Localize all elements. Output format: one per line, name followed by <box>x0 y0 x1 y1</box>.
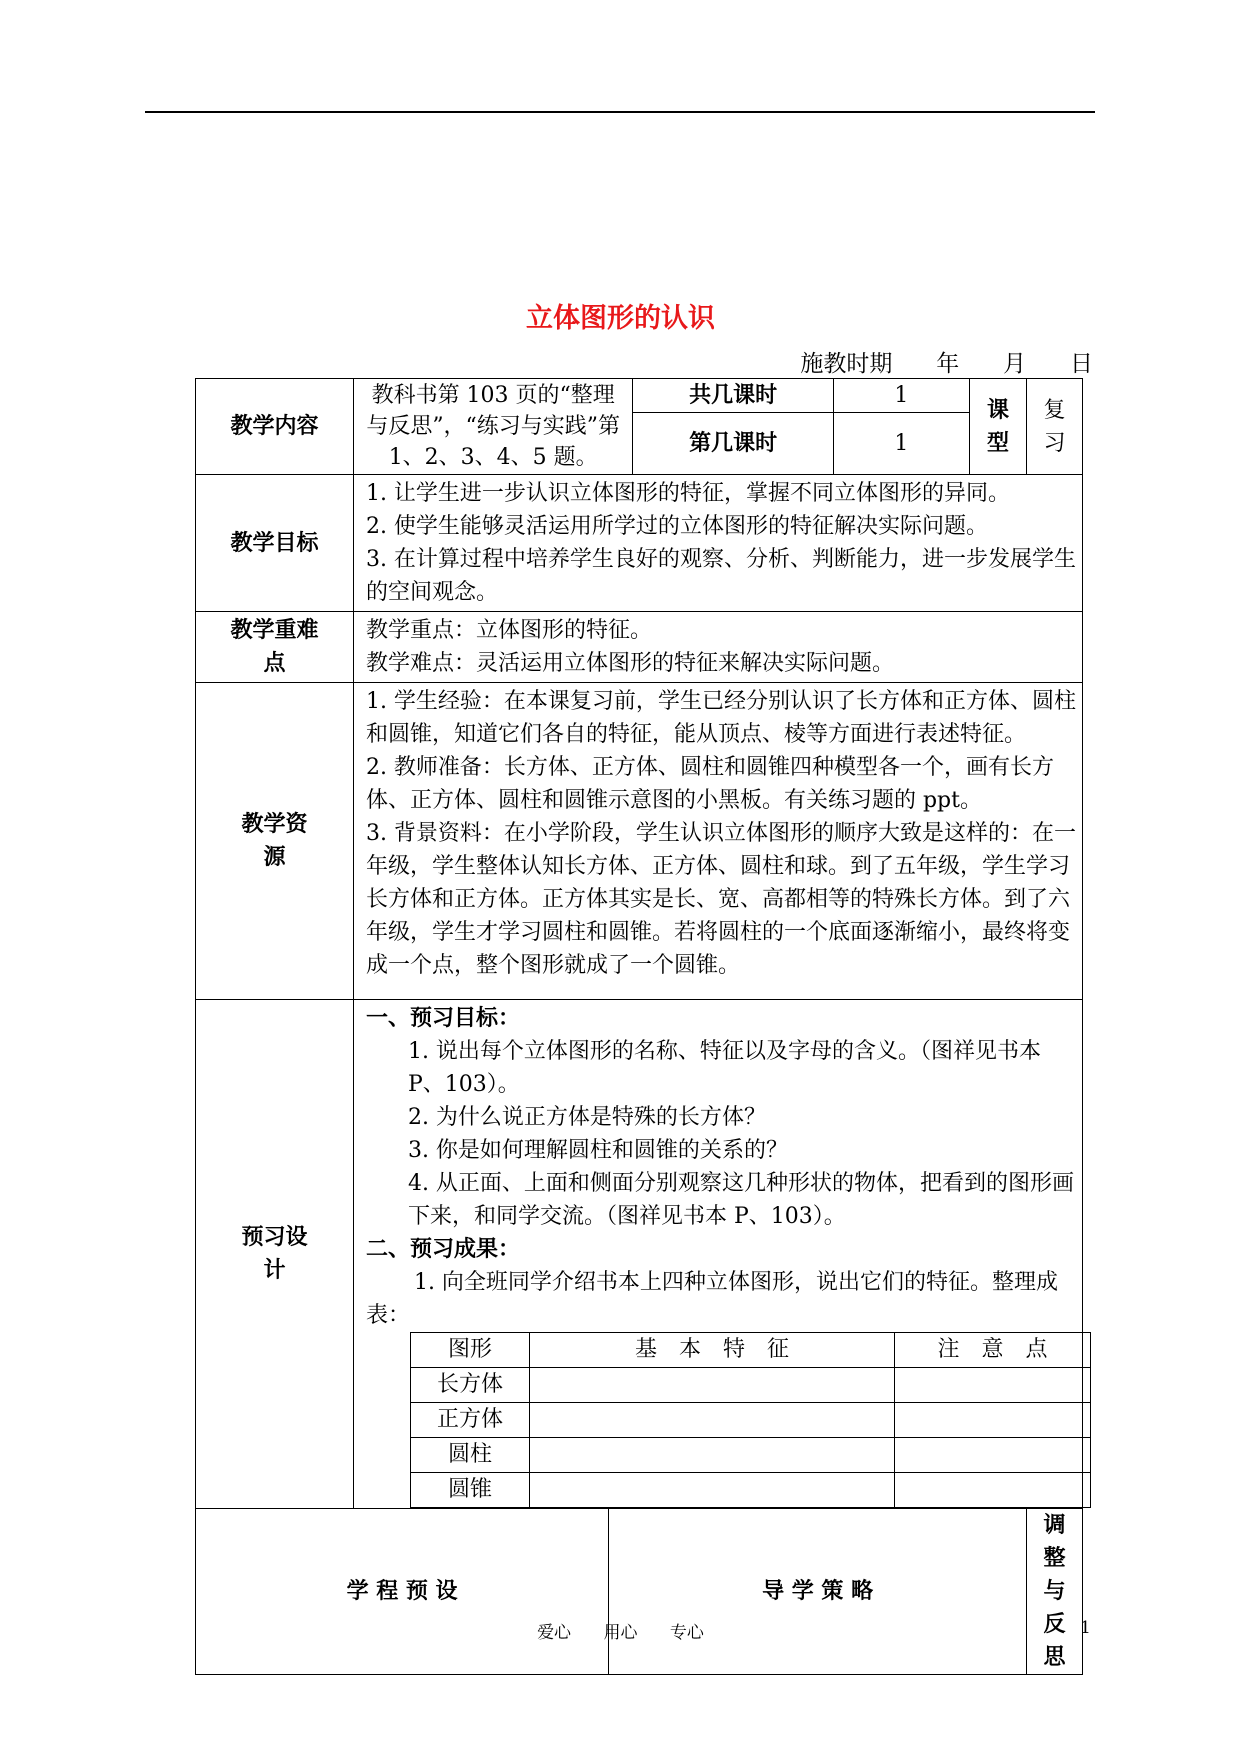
adjust-reflect-header: 调整与反思 <box>1027 1509 1083 1675</box>
table-row <box>410 1473 1090 1508</box>
table-row <box>410 1403 1090 1438</box>
total-lessons-value: 1 <box>833 379 969 413</box>
table-header: 基 本 特 征 <box>529 1333 894 1368</box>
lesson-index-value: 1 <box>833 413 969 475</box>
preview-goal-item: 2. 为什么说正方体是特殊的长方体？ <box>407 1105 766 1130</box>
resource-item: 2. 教师准备：长方体、正方体、圆柱和圆锥四种模型各一个，画有长方体、正方体、圆柱和圆锥示意图的小黑板。有关练习题的 ppt。 <box>365 755 1054 813</box>
page-title: 立体图形的认识 <box>526 303 715 334</box>
preview-goal-item: 1. 说出每个立体图形的名称、特征以及字母的含义。（图祥见书本 P、103）。 <box>407 1039 1041 1097</box>
resource-item: 3. 背景资料：在小学阶段，学生认识立体图形的顺序大致是这样的：在一年级，学生整体认知长方体、正方体、圆柱和球。到了五年级，学生学习长方体和正方体。正方体其实是长、宽、高都相等的特殊长方体。到了六年级，学生才学习圆柱和圆锥。若将圆柱的一个底面逐渐缩小，最终将变成一个点，整个图形就成了一个圆锥。 <box>365 821 1076 978</box>
goal-item: 1. 让学生进一步认识立体图形的特征，掌握不同立体图形的异同。 <box>365 481 1010 506</box>
key-points-label: 教学重难点 <box>196 612 354 683</box>
lesson-type-value: 复习 <box>1027 379 1083 475</box>
guidance-strategy-header: 导 学 策 略 <box>609 1509 1027 1675</box>
resources-text <box>353 683 1082 1000</box>
shape-name: 圆柱 <box>410 1438 529 1473</box>
shape-name: 圆锥 <box>410 1473 529 1508</box>
shape-name: 长方体 <box>410 1368 529 1403</box>
shape-name: 正方体 <box>410 1403 529 1438</box>
key-point-item: 教学重点：立体图形的特征。 <box>365 618 652 643</box>
content-label: 教学内容 <box>196 379 354 475</box>
lesson-plan-table <box>195 378 1083 1675</box>
lesson-type-label: 课型 <box>969 379 1026 475</box>
preview-text <box>353 1000 1082 1509</box>
footer-slogan: 爱心 用心 专心 <box>537 1623 704 1643</box>
table-header: 图形 <box>410 1333 529 1368</box>
goals-text <box>353 475 1082 612</box>
total-lessons-label: 共几课时 <box>633 379 833 413</box>
table-row <box>410 1368 1090 1403</box>
key-points-text <box>353 612 1082 683</box>
process-plan-header: 学 程 预 设 <box>196 1509 609 1675</box>
preview-goal-item: 4. 从正面、上面和侧面分别观察这几种形状的物体，把看到的图形画下来，和同学交流。（图祥见书本 P、103）。 <box>407 1171 1074 1229</box>
key-point-item: 教学难点：灵活运用立体图形的特征来解决实际问题。 <box>365 651 894 676</box>
header-rule <box>145 111 1095 113</box>
preview-label: 预习设计 <box>196 1000 354 1509</box>
goal-item: 3. 在计算过程中培养学生良好的观察、分析、判断能力，进一步发展学生的空间观念。 <box>365 547 1076 605</box>
resources-label: 教学资源 <box>196 683 354 1000</box>
lesson-index-label: 第几课时 <box>633 413 833 475</box>
date-line: 施教时期 年 月 日 <box>800 351 1093 377</box>
table-row <box>410 1438 1090 1473</box>
resource-item: 1. 学生经验：在本课复习前，学生已经分别认识了长方体和正方体、圆柱和圆锥，知道它们各自的特征，能从顶点、棱等方面进行表述特征。 <box>365 689 1076 747</box>
preview-goal-heading: 一、预习目标： <box>365 1006 520 1031</box>
goals-label: 教学目标 <box>196 475 354 612</box>
goal-item: 2. 使学生能够灵活运用所学过的立体图形的特征解决实际问题。 <box>365 514 988 539</box>
page-number: 1 <box>1080 1618 1091 1638</box>
content-text: 教科书第 103 页的“整理与反思”，“练习与实践”第 1、2、3、4、5 题。 <box>353 379 632 475</box>
preview-goal-item: 3. 你是如何理解圆柱和圆锥的关系的？ <box>407 1138 788 1163</box>
table-header: 注 意 点 <box>894 1333 1090 1368</box>
shape-features-table <box>410 1332 1091 1508</box>
preview-result-text: 1. 向全班同学介绍书本上四种立体图形，说出它们的特征。整理成表： <box>365 1270 1058 1328</box>
preview-result-heading: 二、预习成果： <box>365 1237 520 1262</box>
